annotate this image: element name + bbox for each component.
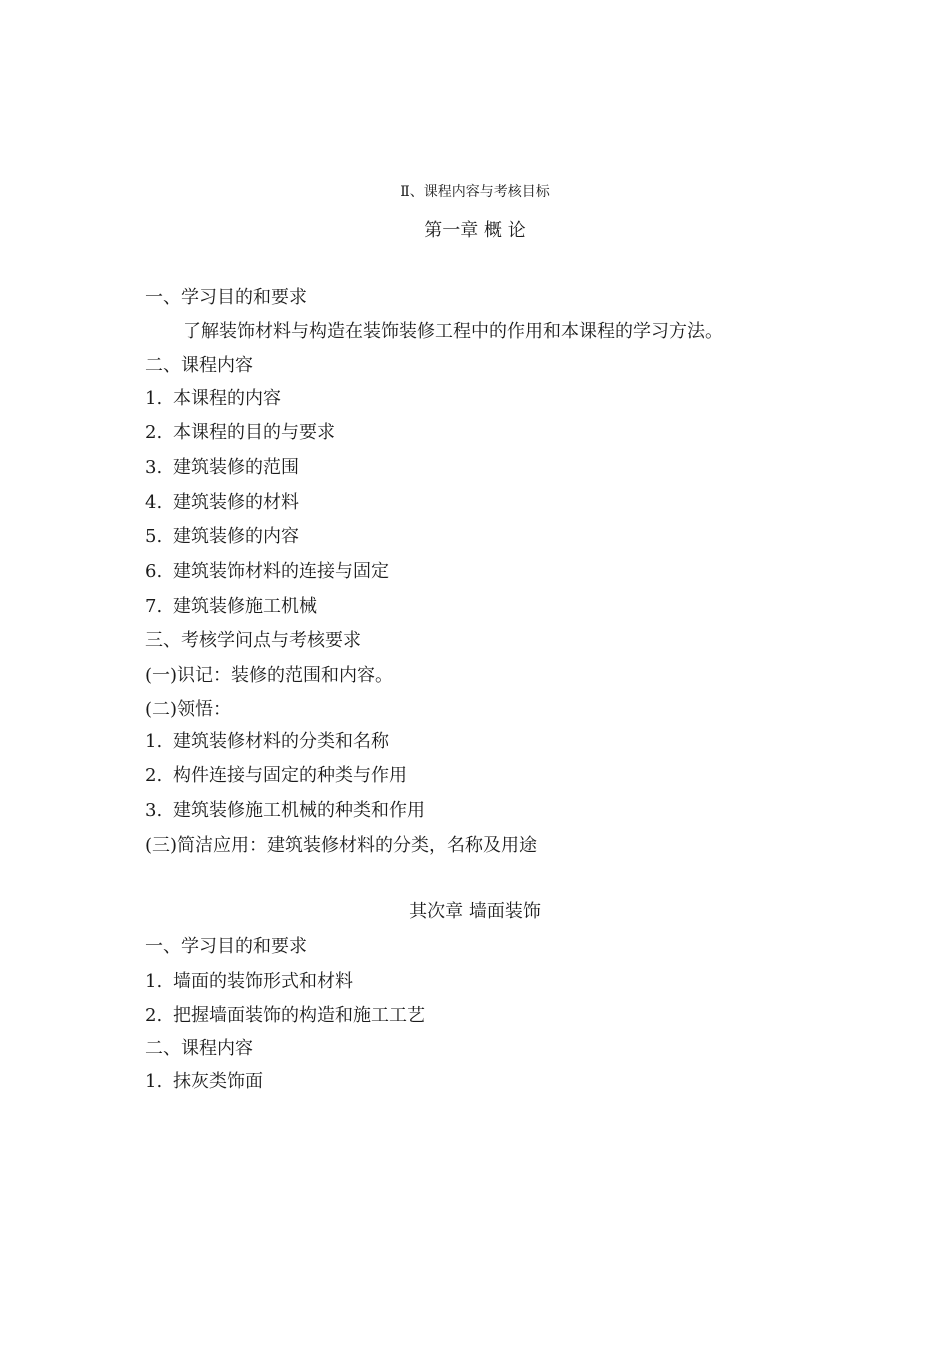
list-item: 4. 建筑装修的材料 bbox=[145, 492, 299, 513]
ch2-heading-objectives: 一、学习目的和要求 bbox=[145, 936, 307, 957]
list-item: 2. 把握墙面装饰的构造和施工工艺 bbox=[145, 1005, 425, 1026]
ch1-heading-objectives: 一、学习目的和要求 bbox=[145, 287, 307, 308]
list-item: 1. 建筑装修材料的分类和名称 bbox=[145, 731, 389, 752]
chapter-2-title: 其次章 墙面装饰 bbox=[409, 901, 541, 922]
list-item: 2. 构件连接与固定的种类与作用 bbox=[145, 765, 407, 786]
list-item: 7. 建筑装修施工机械 bbox=[145, 596, 317, 617]
list-item: 1. 墙面的装饰形式和材料 bbox=[145, 971, 353, 992]
ch1-heading-assessment: 三、考核学问点与考核要求 bbox=[145, 630, 361, 651]
ch1-apply: (三)简洁应用：建筑装修材料的分类，名称及用途 bbox=[145, 835, 538, 856]
section-title: Ⅱ、课程内容与考核目标 bbox=[400, 184, 550, 200]
chapter-1-title: 第一章 概 论 bbox=[424, 220, 526, 241]
ch2-heading-content: 二、课程内容 bbox=[145, 1038, 253, 1059]
list-item: 2. 本课程的目的与要求 bbox=[145, 422, 335, 443]
ch1-heading-content: 二、课程内容 bbox=[145, 355, 253, 376]
list-item: 1. 抹灰类饰面 bbox=[145, 1071, 263, 1092]
list-item: 6. 建筑装饰材料的连接与固定 bbox=[145, 561, 389, 582]
ch1-recall: (一)识记：装修的范围和内容。 bbox=[145, 665, 394, 686]
list-item: 3. 建筑装修施工机械的种类和作用 bbox=[145, 800, 425, 821]
ch1-understand: (二)领悟： bbox=[145, 699, 232, 720]
list-item: 1. 本课程的内容 bbox=[145, 388, 281, 409]
list-item: 5. 建筑装修的内容 bbox=[145, 526, 299, 547]
list-item: 3. 建筑装修的范围 bbox=[145, 457, 299, 478]
ch1-objective-text: 了解装饰材料与构造在装饰装修工程中的作用和本课程的学习方法。 bbox=[183, 321, 723, 342]
